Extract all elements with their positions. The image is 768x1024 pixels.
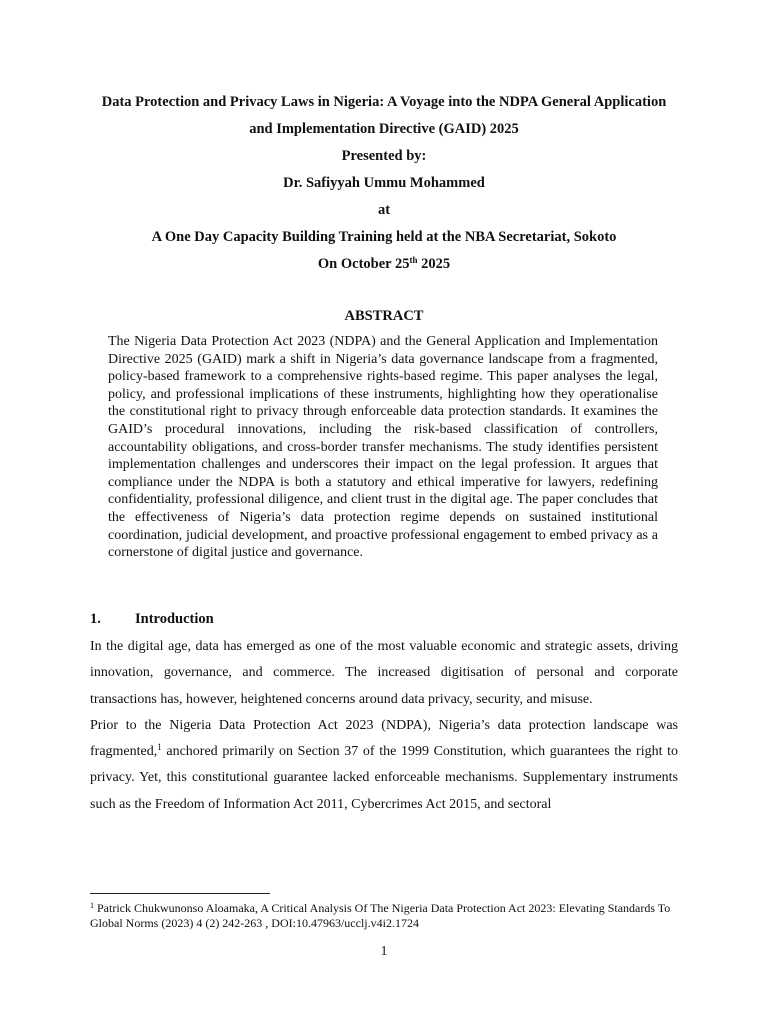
paragraph-2-text-start: Prior to the Nigeria Data Protection Act 2023 (NDPA), Nigeria’s data protection landscape was fragmented,: [90, 717, 678, 760]
page-number: 1: [380, 943, 388, 958]
presented-by-label: Presented by:: [341, 148, 427, 164]
paper-title-line-2: and Implementation Directive (GAID) 2025: [249, 121, 519, 137]
section-heading-introduction: [90, 609, 214, 629]
footnote-marker: 1: [90, 901, 94, 910]
footnote-separator: [90, 893, 270, 894]
footnote-text: Patrick Chukwunonso Aloamaka, A Critical Analysis Of The Nigeria Data Protection Act 2023: Elevating Standards To Global Norms (2023) 4 (2) 242-263 , DOI:10.47963/ucclj.v4i2.1724: [90, 901, 671, 930]
paper-title-line-1: Data Protection and Privacy Laws in Nigeria: A Voyage into the NDPA General Application: [101, 94, 667, 110]
event-date-ordinal: th: [409, 255, 418, 265]
introduction-paragraph-1: In the digital age, data has emerged as one of the most valuable economic and strategic assets, driving innovation, governance, and commerce. The increased digitisation of personal and corporate transactions has, however, heightened concerns around data privacy, security, and misuse.: [90, 639, 678, 707]
at-label: at: [377, 202, 391, 218]
abstract-text: The Nigeria Data Protection Act 2023 (NDPA) and the General Application and Implementation Directive 2025 (GAID) mark a shift in Nigeria’s data governance landscape from a fragmented, policy-based framework to a comprehensive rights-based regime. This paper analyses the legal, policy, and professional implications of these instruments, highlighting how they operationalise the constitutional right to privacy through enforceable data protection standards. It examines the GAID’s procedural innovations, including the risk-based classification of controllers, accountability obligations, and cross-border transfer mechanisms. The study identifies persistent implementation challenges and underscores their impact on the legal profession. It argues that compliance under the NDPA is both a statutory and ethical imperative for lawyers, redefining confidentiality, professional diligence, and client trust in the digital age. The paper concludes that the effectiveness of Nigeria’s data protection regime depends on sustained institutional coordination, judicial development, and proactive professional engagement to embed privacy as a cornerstone of digital justice and governance.: [108, 334, 658, 561]
introduction-paragraph-2: [90, 713, 678, 818]
event-date-year: 2025: [417, 256, 451, 272]
footnote-1: [90, 901, 685, 931]
event-description: A One Day Capacity Building Training held at the NBA Secretariat, Sokoto: [151, 229, 617, 245]
author-name: Dr. Safiyyah Ummu Mohammed: [283, 175, 485, 191]
introduction-body: [90, 634, 678, 818]
event-date-prefix: On October 25: [317, 256, 410, 272]
section-number: 1.: [90, 611, 101, 627]
abstract-heading: ABSTRACT: [344, 308, 424, 324]
footnote-reference[interactable]: 1: [157, 742, 162, 753]
event-date: [70, 252, 698, 279]
paragraph-2-text-end: anchored primarily on Section 37 of the 1999 Constitution, which guarantees the right to privacy. Yet, this constitutional guarantee lacked enforceable mechanisms. Supplementary instruments such as the Freedom of Information Act 2011, Cybercrimes Act 2015, and sectoral: [90, 744, 678, 812]
section-title: Introduction: [135, 611, 214, 627]
title-block: [70, 90, 698, 279]
